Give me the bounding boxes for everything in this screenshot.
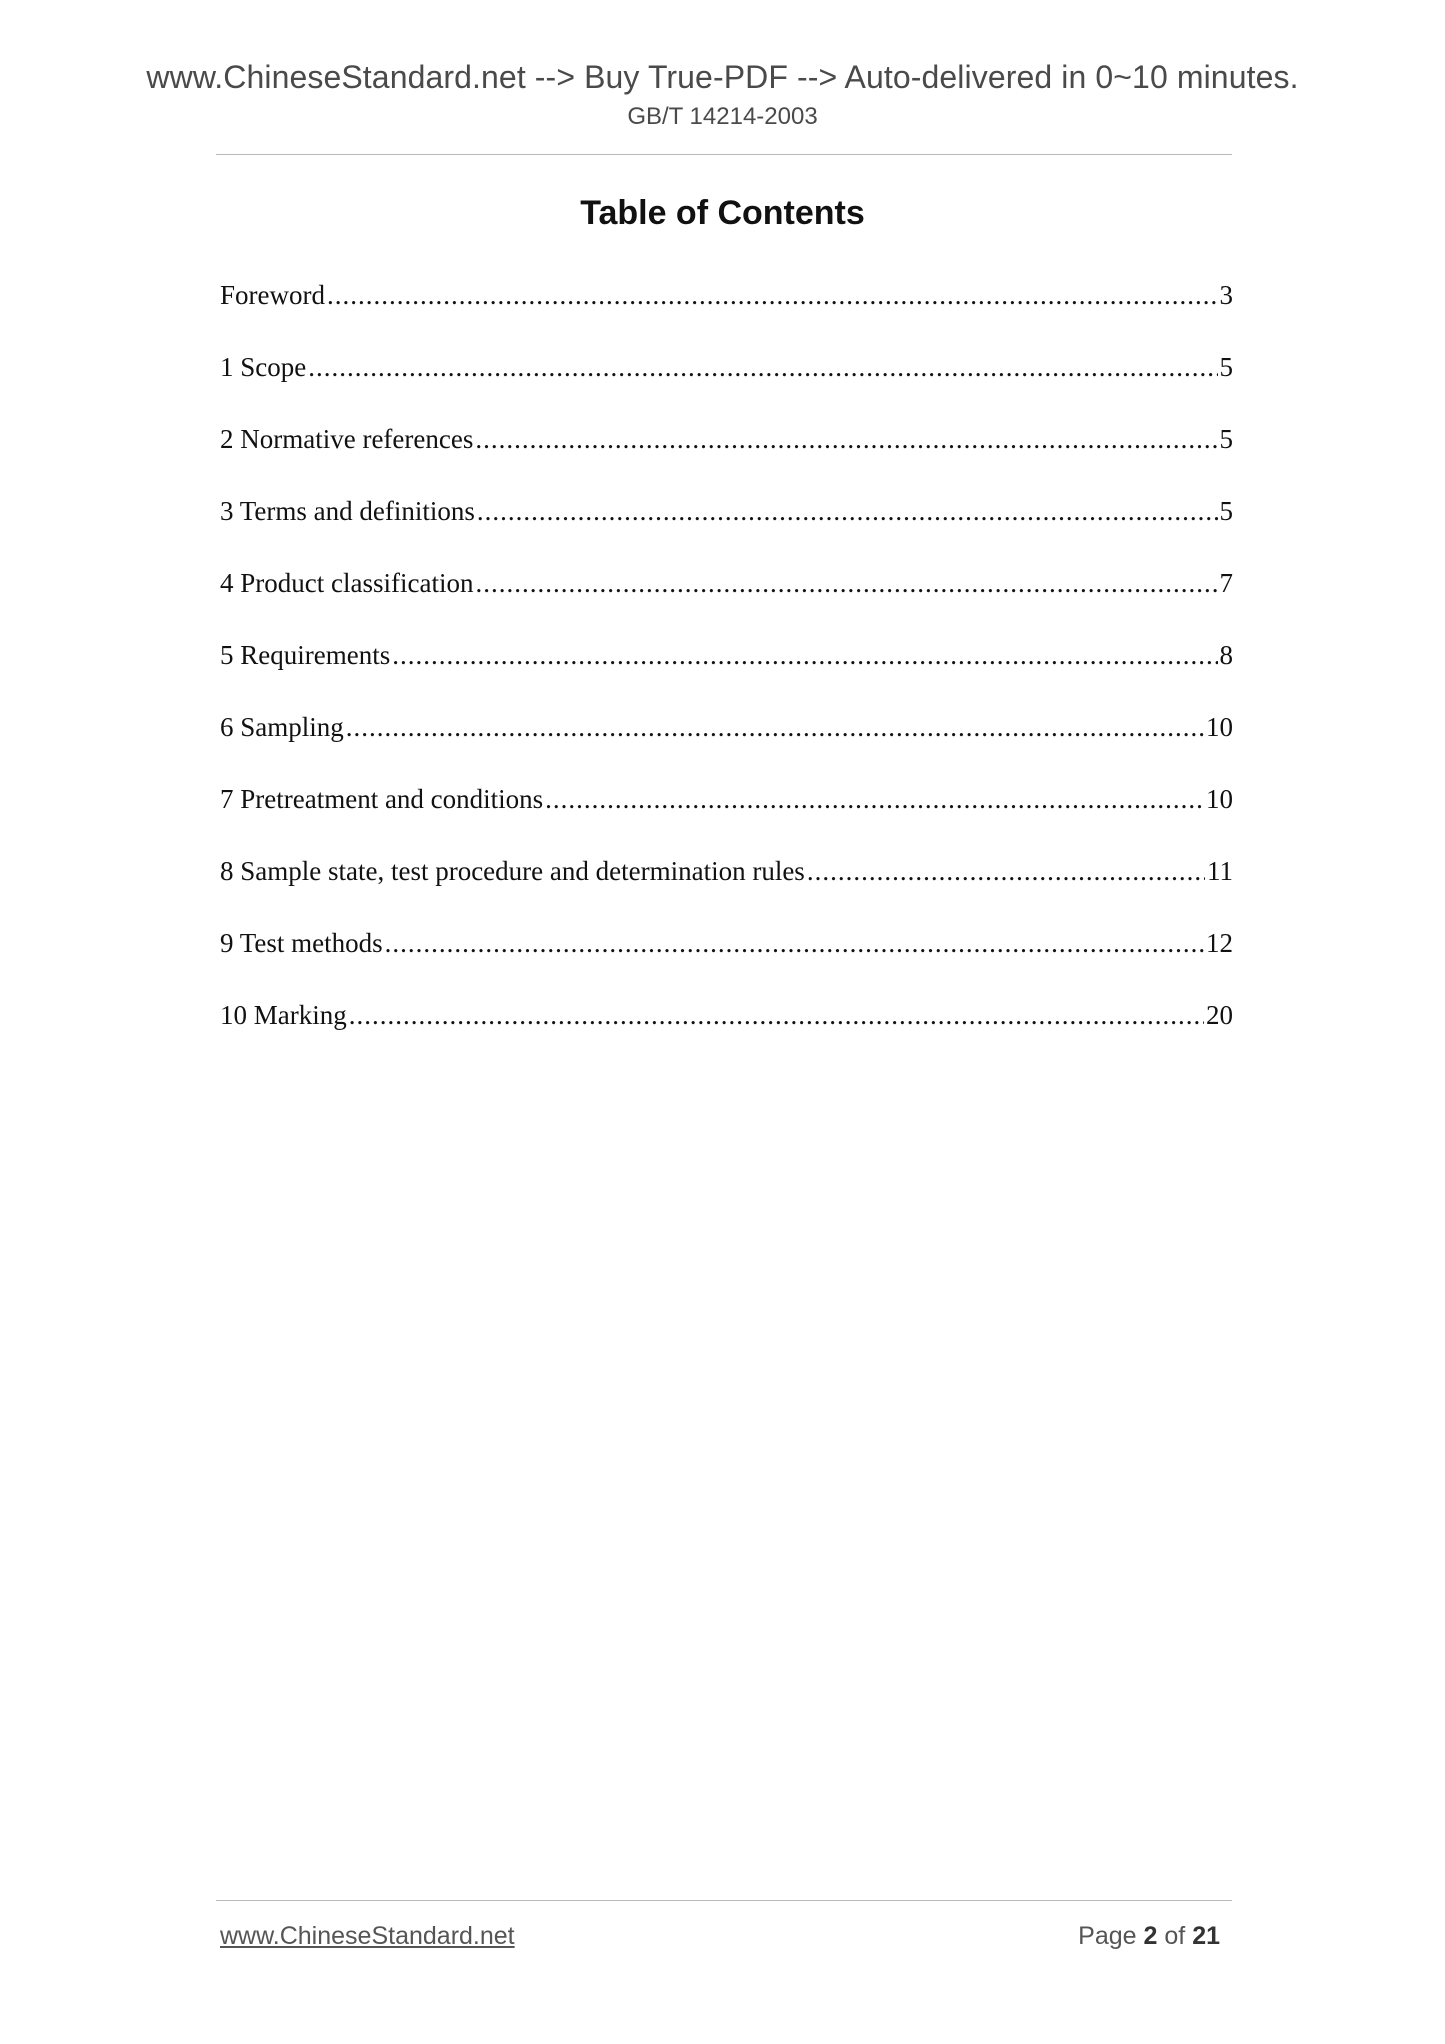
toc-dot-leader [475,562,1217,604]
toc-dot-leader [385,922,1204,964]
toc-entry-page: 11 [1207,856,1233,886]
header-divider [216,154,1232,155]
toc-entry-label: 7 Pretreatment and conditions [220,784,544,814]
toc-entry-pretreatment-and-conditions[interactable] [220,778,1233,850]
toc-dot-leader [807,850,1205,892]
page-word: Page [1078,1922,1137,1950]
footer-divider [216,1900,1232,1901]
toc-dot-leader [477,490,1218,532]
total-pages-number: 21 [1192,1922,1220,1950]
toc-entry-marking[interactable] [220,994,1233,1066]
toc-dot-leader [475,418,1217,460]
footer-site-link[interactable]: www.ChineseStandard.net [220,1922,515,1950]
toc-entry-label: 5 Requirements [220,640,391,670]
standard-number: GB/T 14214-2003 [627,103,818,130]
toc-entry-label: 3 Terms and definitions [220,496,475,526]
toc-entry-product-classification[interactable] [220,562,1233,634]
toc-entry-label: 1 Scope [220,352,307,382]
toc-entry-label: 8 Sample state, test procedure and determination rules [220,856,805,886]
toc-dot-leader [349,994,1204,1036]
toc-entry-page: 5 [1219,496,1233,526]
toc-entry-scope[interactable] [220,346,1233,418]
toc-entry-page: 7 [1219,568,1233,598]
toc-entry-test-methods[interactable] [220,922,1233,994]
toc-entry-normative-references[interactable] [220,418,1233,490]
toc-entry-foreword[interactable] [220,274,1233,346]
header-banner: www.ChineseStandard.net --> Buy True-PDF --> Auto-delivered in 0~10 minutes. [146,59,1299,95]
page-counter [1078,1918,1220,1954]
toc-entry-label: 4 Product classification [220,568,474,598]
toc-dot-leader [392,634,1217,676]
toc-entry-terms-and-definitions[interactable] [220,490,1233,562]
toc-entry-label: 10 Marking [220,1000,347,1030]
toc-dot-leader [545,778,1204,820]
toc-entry-label: 2 Normative references [220,424,474,454]
toc-entry-label: 6 Sampling [220,712,344,742]
toc-entry-page: 20 [1206,1000,1233,1030]
toc-entry-page: 5 [1219,352,1233,382]
toc-dot-leader [308,346,1217,388]
toc-entry-page: 12 [1206,928,1233,958]
toc-entry-page: 3 [1219,280,1233,310]
toc-dot-leader [327,274,1218,316]
toc-entry-label: 9 Test methods [220,928,383,958]
current-page-number: 2 [1143,1922,1158,1950]
toc-entry-page: 10 [1206,712,1233,742]
toc-entry-page: 10 [1206,784,1233,814]
page-footer [220,1918,1220,1958]
toc-entry-sample-state-test-procedure[interactable] [220,850,1233,922]
toc-dot-leader [346,706,1204,748]
page-header [0,58,1445,132]
of-word: of [1164,1922,1186,1950]
page-title: Table of Contents [580,194,865,232]
toc-entry-label: Foreword [220,280,325,310]
toc-entry-page: 8 [1219,640,1233,670]
table-of-contents [220,274,1233,1066]
toc-entry-page: 5 [1219,424,1233,454]
toc-entry-sampling[interactable] [220,706,1233,778]
toc-entry-requirements[interactable] [220,634,1233,706]
